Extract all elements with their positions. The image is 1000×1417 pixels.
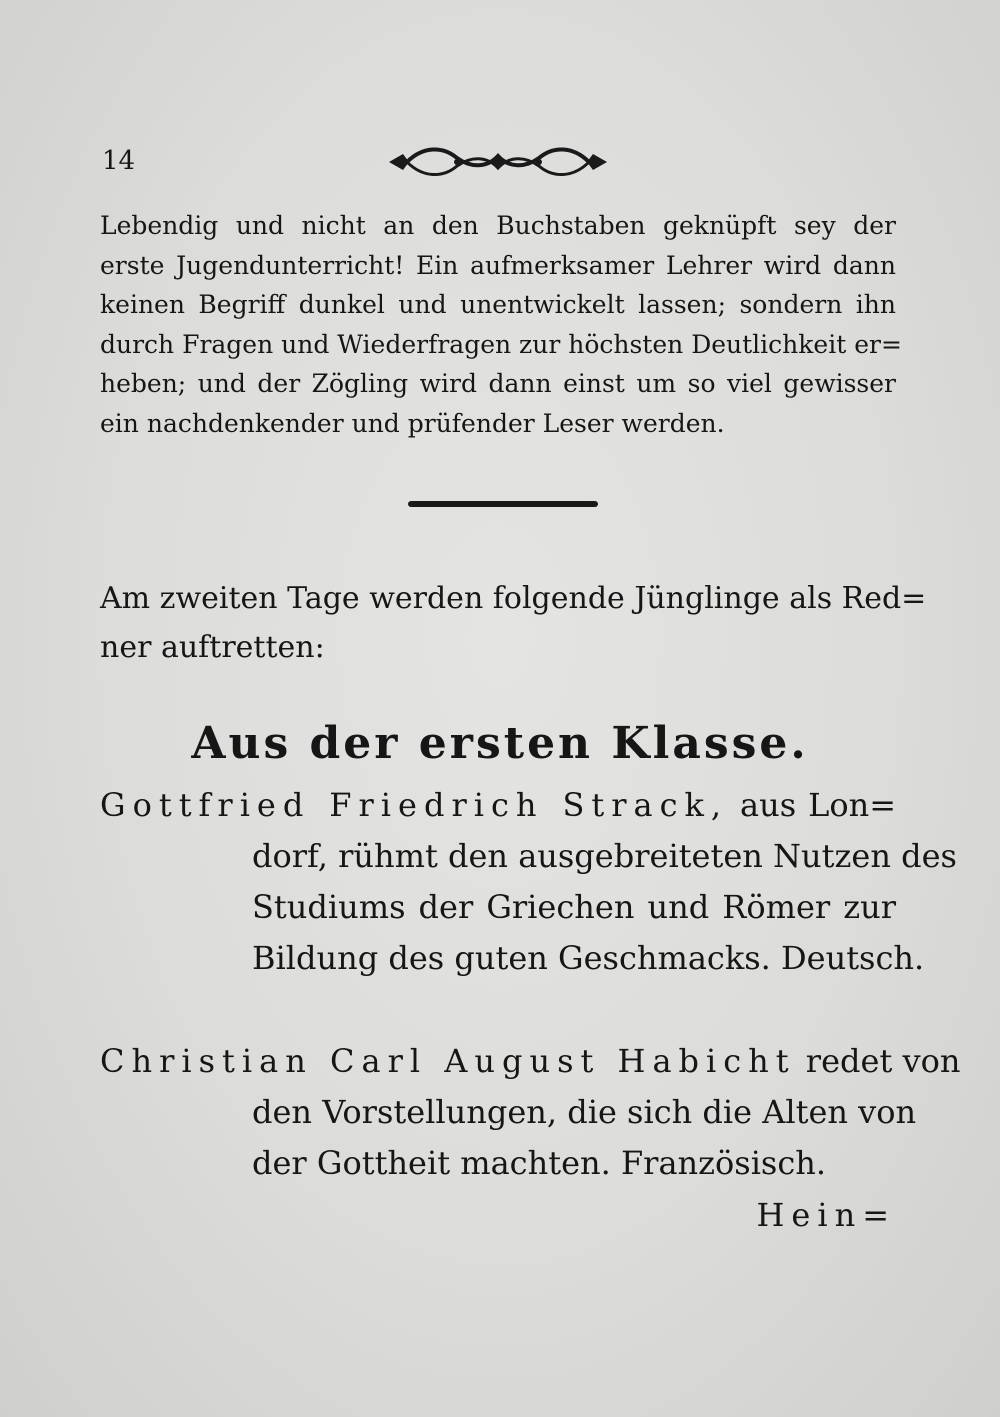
speaker-line: Studiums der Griechen und Römer zur	[252, 888, 896, 926]
announcement-line: Am zweiten Tage werden folgende Jünglinge als Red=	[100, 581, 927, 616]
speaker-line: dorf, rühmt den ausgebreiteten Nutzen des	[252, 837, 957, 875]
speaker-entry	[100, 780, 957, 984]
announcement-line: ner auftretten:	[100, 630, 325, 665]
intro-line: heben; und der Zögling wird dann einst um so viel gewisser	[100, 369, 896, 398]
intro-line: Lebendig und nicht an den Buchstaben geknüpft sey der	[100, 211, 896, 240]
speaker-name: Gottfried Friedrich Strack,	[100, 786, 729, 824]
section-heading: Aus der ersten Klasse.	[191, 718, 809, 769]
speaker-name: Christian Carl August Habicht	[100, 1042, 796, 1080]
page-number: 14	[102, 146, 136, 176]
section-divider	[408, 501, 598, 507]
header-ornament	[383, 142, 613, 182]
intro-line: keinen Begriff dunkel und unentwickelt lassen; sondern ihn	[100, 290, 896, 319]
speaker-first-line	[100, 780, 896, 831]
speaker-line-rest: aus Lon=	[740, 786, 896, 824]
speaker-line: den Vorstellungen, die sich die Alten von	[252, 1093, 917, 1131]
catchword: Hein=	[756, 1196, 896, 1234]
speaker-line: Bildung des guten Geschmacks. Deutsch.	[252, 939, 925, 977]
intro-line: ein nachdenkender und prüfender Leser werden.	[100, 408, 725, 438]
speaker-first-line	[100, 1036, 961, 1087]
intro-paragraph	[100, 206, 902, 443]
speaker-entry	[100, 1036, 961, 1189]
announcement-paragraph	[100, 574, 927, 672]
speaker-line: der Gottheit machten. Französisch.	[252, 1144, 827, 1182]
intro-line: durch Fragen und Wiederfragen zur höchsten Deutlichkeit er=	[100, 329, 902, 359]
speaker-line-rest: redet von	[805, 1042, 961, 1080]
intro-line: erste Jugendunterricht! Ein aufmerksamer Lehrer wird dann	[100, 250, 896, 280]
